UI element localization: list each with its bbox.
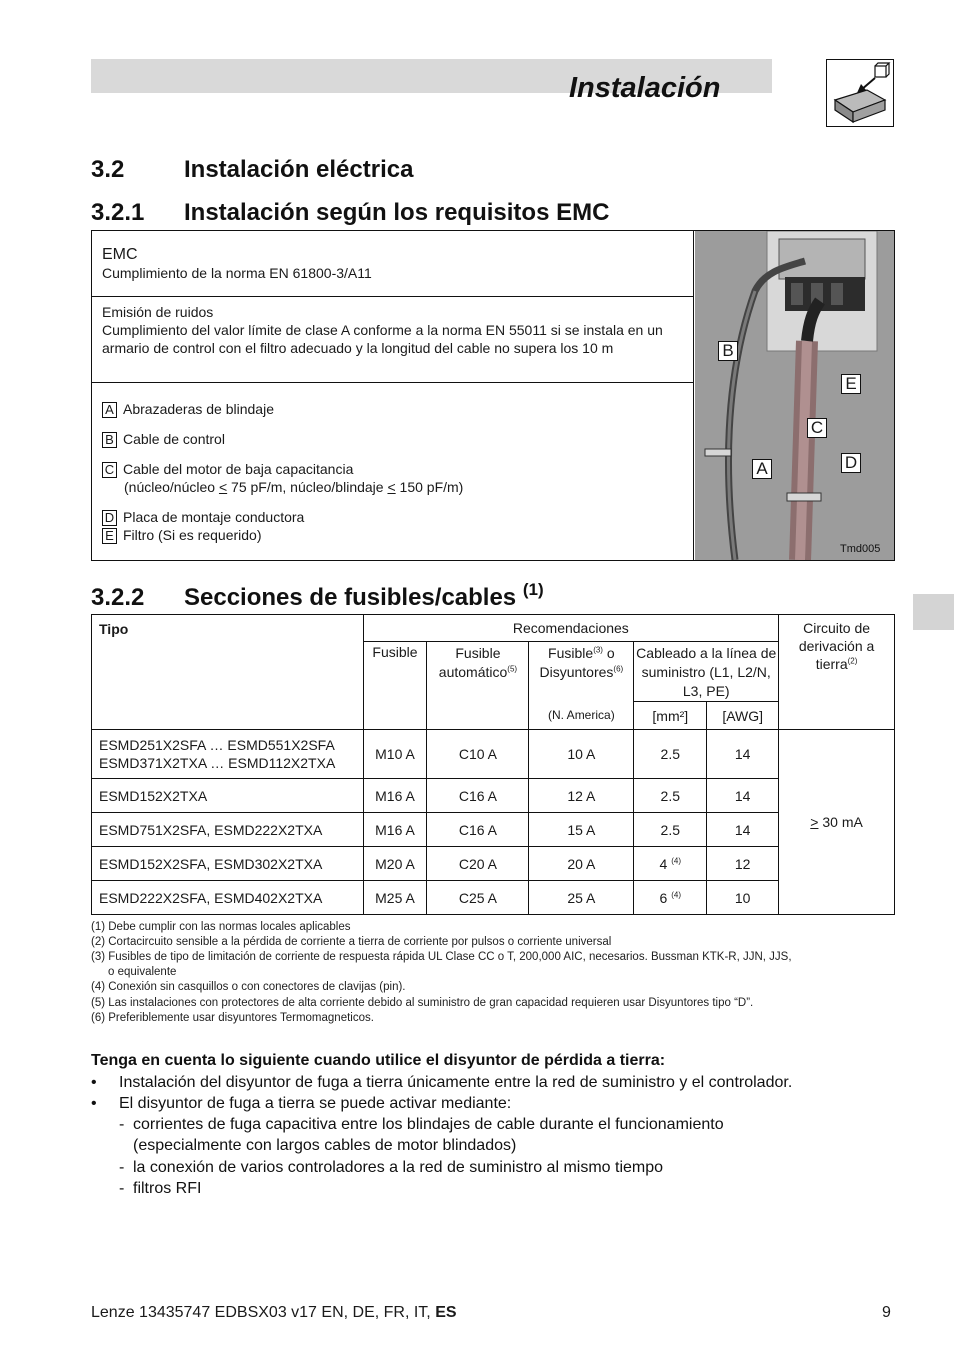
section-3-2-2-heading: 3.2.2 Secciones de fusibles/cables $^{(1)}$: [91, 580, 544, 611]
photo-code: Tmd005: [840, 543, 881, 555]
legend-item-c: C Cable del motor de baja capacitancia (núcleo/núcleo < 75 pF/m, núcleo/blindaje < 150 pF/m): [102, 460, 463, 496]
table-row: ESMD251X2SFA … ESMD551X2SFA ESMD371X2TXA … ESMD112X2TXA M10 A C10 A 10 A 2.5 14 > 30 mA: [92, 730, 895, 779]
footnote-1: (1) Debe cumplir con las normas locales aplicables: [91, 921, 351, 933]
noise-text: Cumplimiento del valor límite de clase A conforme a la norma EN 55011 si se instala en un armario de control con el filtro adecuado y la longitud del cable no supera los 10 m: [102, 322, 663, 356]
table-row: ESMD152X2TXA M16 A C16 A 12 A 2.5 14: [92, 779, 895, 813]
install-box-arrow-icon: [826, 59, 894, 127]
header-tipo: Tipo: [92, 615, 364, 730]
footnote-3-cont: o equivalente: [108, 966, 177, 978]
footnote-4: (4) Conexión sin casquillos o con conectores de clavijas (pin).: [91, 981, 406, 993]
legend-item-d: D Placa de montaje conductora: [102, 508, 304, 526]
circuito-value: > 30 mA: [779, 730, 895, 915]
page-title: Instalación: [569, 72, 721, 104]
side-tab: [913, 594, 954, 630]
header-fusible: Fusible: [363, 642, 427, 730]
page-number: 9: [882, 1304, 891, 1321]
footer-doc-info: Lenze 13435747 EDBSX03 v17 EN, DE, FR, IT, ES: [91, 1304, 457, 1321]
notes-heading: Tenga en cuenta lo siguiente cuando utilice el disyuntor de pérdida a tierra:: [91, 1052, 666, 1069]
dash-1-cont: (especialmente con largos cables de motor blindados): [133, 1137, 517, 1154]
footnote-6: (6) Preferiblemente usar disyuntores Termomagneticos.: [91, 1012, 374, 1024]
photo-label-c: C: [807, 418, 827, 438]
emc-box: [91, 230, 895, 561]
legend-item-c-detail: (núcleo/núcleo < 75 pF/m, núcleo/blindaje < 150 pF/m): [124, 479, 464, 496]
legend-item-b: B Cable de control: [102, 430, 225, 448]
header-circuito: Circuito de derivación a tierra$^{(2)}$: [779, 615, 895, 730]
table-row: ESMD152X2SFA, ESMD302X2TXA M20 A C20 A 20 A 4 $^{(4)}$ 12: [92, 847, 895, 881]
dash-1: - corrientes de fuga capacitiva entre los blindajes de cable durante el funcionamiento: [119, 1116, 724, 1133]
header-fusible-disyuntores: Fusible$^{(3)}$ o Disyuntores$^{(6)}$: [529, 642, 634, 702]
photo-label-e: E: [841, 374, 861, 394]
photo-label-a: A: [752, 459, 772, 479]
legend-item-a: A Abrazaderas de blindaje: [102, 400, 274, 418]
footnote-2: (2) Cortacircuito sensible a la pérdida de corriente a tierra de corriente por pulsos o corriente universal: [91, 936, 612, 948]
bullet-2: • El disyuntor de fuga a tierra se puede activar mediante:: [91, 1095, 512, 1112]
section-3-2-1-heading: 3.2.1 Instalación según los requisitos EMC: [91, 199, 610, 226]
emc-installation-photo: [695, 231, 894, 560]
noise-title: Emisión de ruidos: [102, 304, 214, 320]
table-row: ESMD751X2SFA, ESMD222X2TXA M16 A C16 A 15 A 2.5 14: [92, 813, 895, 847]
emc-text-column: [92, 231, 694, 560]
header-n-america: (N. America): [529, 702, 634, 730]
emc-block: [92, 231, 693, 297]
header-cableado: Cableado a la línea de suministro (L1, L2/N, L3, PE): [634, 642, 779, 702]
fuse-cable-table: [91, 614, 895, 915]
emc-text: Cumplimiento de la norma EN 61800-3/A11: [102, 265, 372, 281]
footnote-5: (5) Las instalaciones con protectores de alta corriente debido al suministro de gran capacidad requieren usar Disyuntores tipo “D”.: [91, 997, 754, 1009]
emc-title: EMC: [102, 246, 138, 263]
section-3-2-heading: 3.2 Instalación eléctrica: [91, 156, 414, 183]
table-row: ESMD222X2SFA, ESMD402X2TXA M25 A C25 A 25 A 6 $^{(4)}$ 10: [92, 881, 895, 915]
header-recomendaciones: Recomendaciones: [363, 615, 779, 642]
dash-3: - filtros RFI: [119, 1180, 202, 1197]
legend-item-e: E Filtro (Si es requerido): [102, 526, 262, 544]
photo-label-d: D: [841, 453, 861, 473]
dash-2: - la conexión de varios controladores a la red de suministro al mismo tiempo: [119, 1159, 664, 1176]
header-fusible-automatico: Fusible automático$^{(5)}$: [427, 642, 529, 730]
footnote-3: (3) Fusibles de tipo de limitación de corriente de respuesta rápida UL Clase CC o T, 200,000 AIC, necesarios. Bussman KTK-R, JJN, JJS,: [91, 951, 792, 963]
photo-label-b: B: [718, 341, 738, 361]
header-awg: [AWG]: [707, 702, 779, 730]
header-mm2: [mm²]: [634, 702, 707, 730]
bullet-1: • Instalación del disyuntor de fuga a tierra únicamente entre la red de suministro y el controlador.: [91, 1074, 793, 1091]
noise-emission-block: [92, 297, 693, 383]
